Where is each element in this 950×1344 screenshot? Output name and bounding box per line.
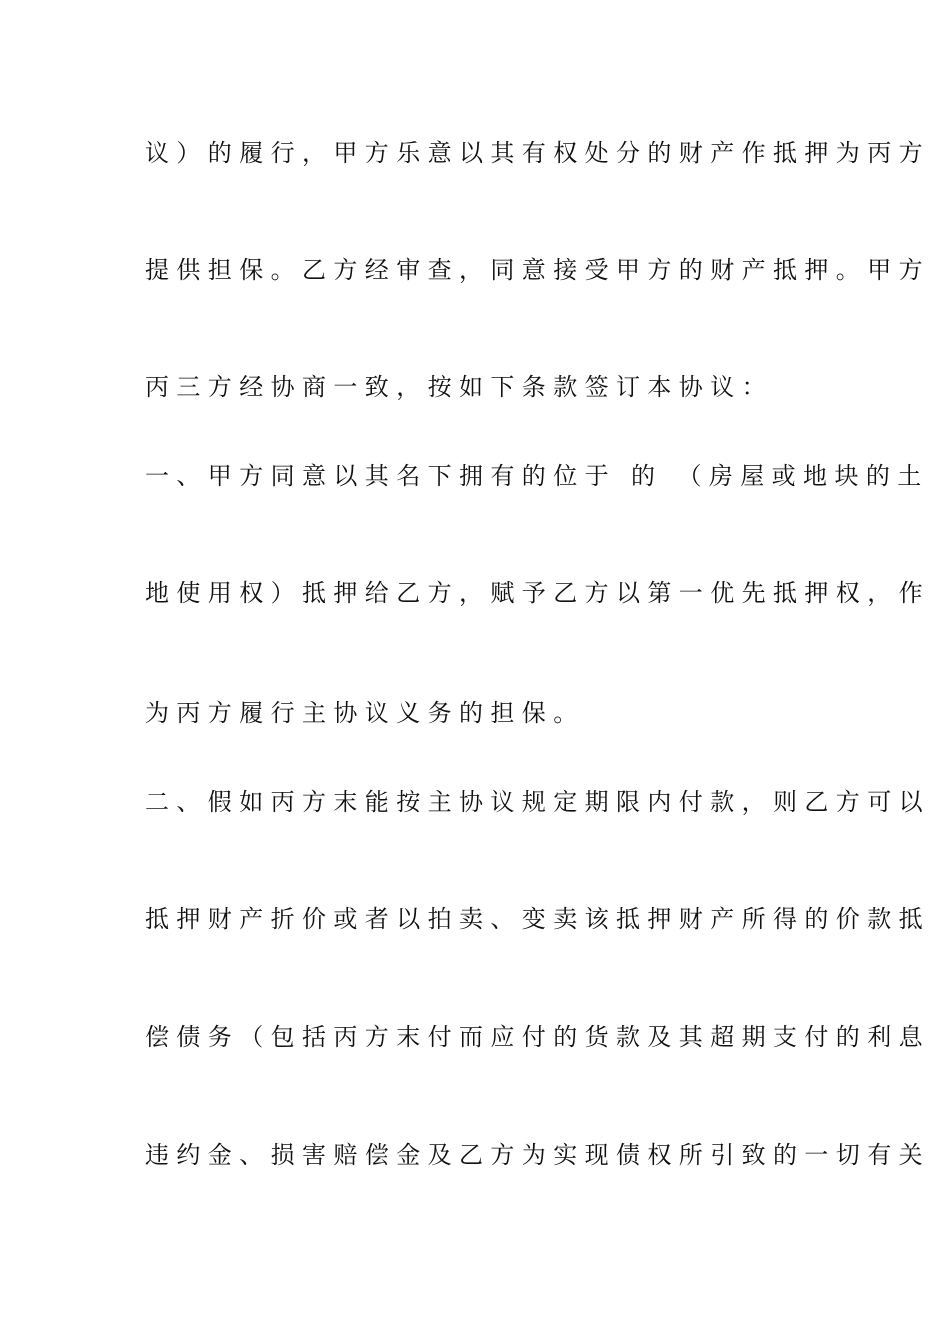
text-line-6: 为丙方履行主协议义务的担保。 xyxy=(145,699,585,727)
text-line-3: 丙三方经协商一致，按如下条款签订本协议： xyxy=(145,373,773,401)
text-line-5: 地使用权）抵押给乙方，赋予乙方以第一优先抵押权，作 xyxy=(145,579,930,607)
text-line-2: 提供担保。乙方经审查，同意接受甲方的财产抵押。甲方 xyxy=(145,256,930,284)
text-line-7: 二、假如丙方末能按主协议规定期限内付款，则乙方可以 xyxy=(145,788,930,816)
text-line-8: 抵押财产折价或者以拍卖、变卖该抵押财产所得的价款抵 xyxy=(145,905,930,933)
text-line-9: 偿债务（包括丙方末付而应付的货款及其超期支付的利息 xyxy=(145,1023,930,1051)
text-line-10: 违约金、损害赔偿金及乙方为实现债权所引致的一切有关 xyxy=(145,1141,930,1169)
text-line-1: 议）的履行，甲方乐意以其有权处分的财产作抵押为丙方 xyxy=(145,139,930,167)
text-line-4: 一、甲方同意以其名下拥有的位于 的 （房屋或地块的土 xyxy=(145,462,929,490)
